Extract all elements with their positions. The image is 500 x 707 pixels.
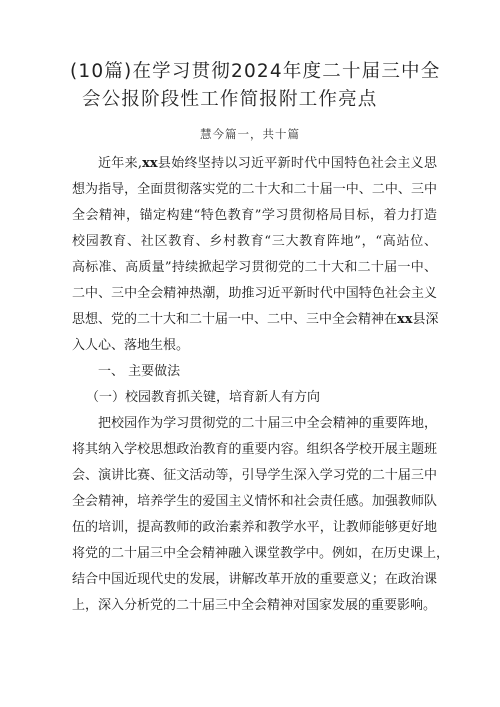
- title-line-1: (10篇)在学习贯彻2024年度二十届三中全: [70, 61, 441, 82]
- para1-line-6: 二中、三中全会精神热潮，助推习近平新时代中国特色社会主义: [72, 286, 437, 301]
- para2-line-7: 结合中国近现代史的发展，讲解改革开放的重要意义；在政治课: [72, 572, 437, 587]
- para2-line-5: 伍的培训，提高教师的政治素养和教学水平，让教师能够更好地: [72, 520, 437, 535]
- para1-line-7: 思想、党的二十大和二十届一中、二中、三中全会精神在xx县深: [72, 312, 439, 327]
- document-title: [60, 58, 450, 114]
- para2-line-2: 将其纳入学校思想政治教育的重要内容。组织各学校开展主题班: [72, 442, 437, 457]
- section-heading-1: 一、 主要做法: [98, 364, 181, 379]
- document-subtitle: 慧今篇一，共十篇: [200, 127, 300, 141]
- para2-line-8: 上，深入分析党的二十届三中全会精神对国家发展的重要影响。: [72, 598, 437, 613]
- para1-line-5: 高标准、高质量”持续掀起学习贯彻党的二十大和二十届一中、: [72, 260, 437, 275]
- para1-line-1: 近年来,xx县始终坚持以习近平新时代中国特色社会主义思: [98, 156, 437, 171]
- para2-line-6: 将党的二十届三中全会精神融入课堂教学中。例如，在历史课上，: [72, 546, 450, 561]
- para2-line-3: 会、演讲比赛、征文活动等，引导学生深入学习党的二十届三中: [72, 468, 437, 483]
- para1-line-4: 校园教育、社区教育、乡村教育“三大教育阵地”，“高站位、: [72, 234, 437, 249]
- para1-line-3: 全会精神，锚定构建“特色教育”学习贯彻格局目标，着力打造: [72, 208, 437, 223]
- title-line-2: 会公报阶段性工作简报附工作亮点: [82, 89, 378, 110]
- para2-line-4: 全会精神，培养学生的爱国主义情怀和社会责任感。加强教师队: [72, 494, 437, 509]
- subsection-heading-1: （一）校园教育抓关键，培育新人有方向: [86, 390, 321, 405]
- para1-line-2: 想为指导，全面贯彻落实党的二十大和二十届一中、二中、三中: [72, 182, 437, 197]
- para2-line-1: 把校园作为学习贯彻党的二十届三中全会精神的重要阵地，: [98, 416, 437, 431]
- para1-line-8: 入人心、落地生根。: [72, 338, 190, 353]
